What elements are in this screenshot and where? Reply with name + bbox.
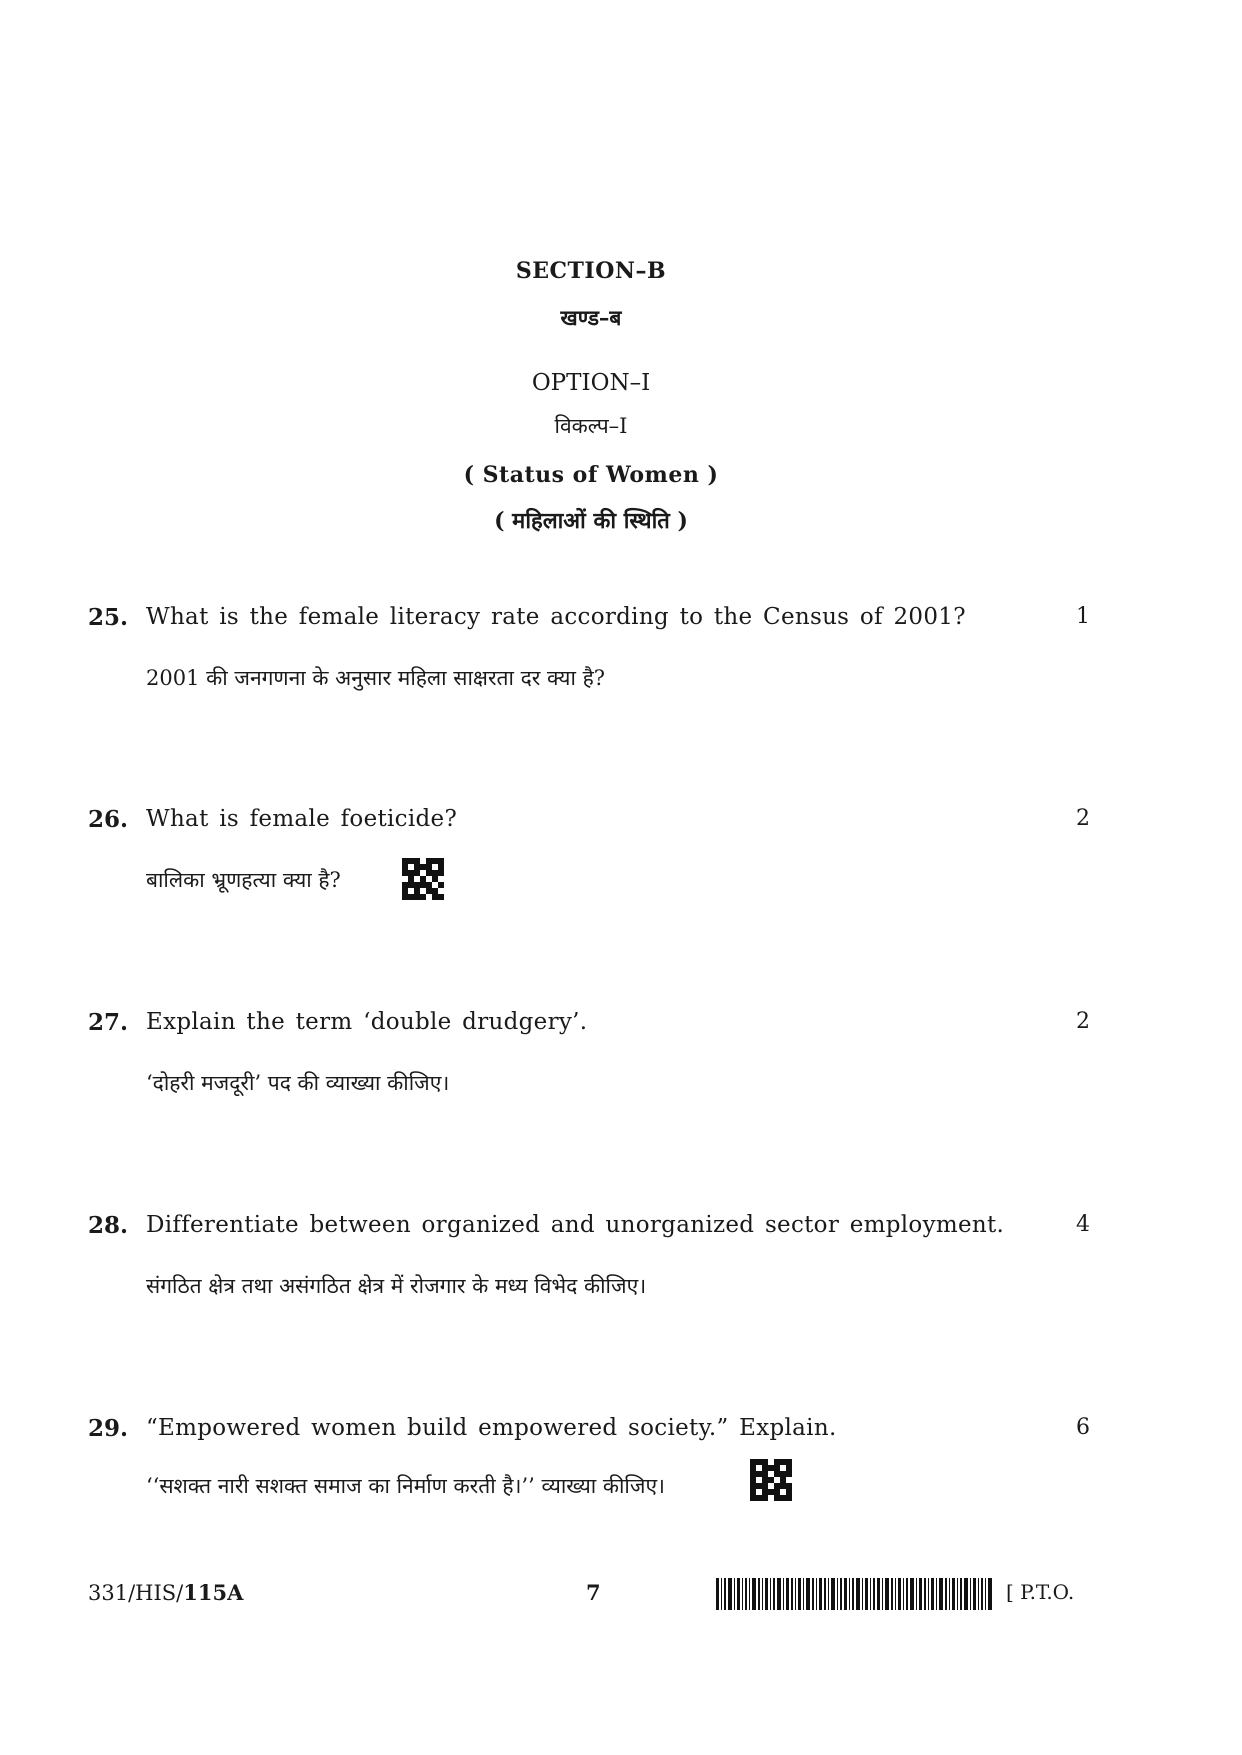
question-number: 29. [88,1415,129,1442]
question-number: 28. [88,1212,129,1239]
option-label-hindi: विकल्प–I [554,414,628,438]
option-label: OPTION–I [531,370,651,396]
question-number: 27. [88,1009,129,1036]
question-number: 25. [88,604,129,631]
question-text-hindi: 2001 की जनगणना के अनुसार महिला साक्षरता दर क्या है? [146,666,605,690]
question-marks: 1 [1076,604,1090,629]
question-text-hindi: ‘‘सशक्त नारी सशक्त समाज का निर्माण करती है।’’ व्याख्या कीजिए। [146,1474,666,1498]
paper-code-prefix: 331/HIS/ [88,1581,184,1605]
section-title: SECTION–B [515,258,667,284]
question-text-hindi: ‘दोहरी मजदूरी’ पद की व्याख्या कीजिए। [146,1071,450,1095]
question-marks: 2 [1076,806,1090,831]
question-text: What is the female literacy rate according to the Census of 2001? [146,604,966,630]
question-text: Differentiate between organized and unorganized sector employment. [146,1212,1005,1238]
topic-title: ( Status of Women ) [463,462,719,488]
section-title-hindi: खण्ड–ब [560,305,622,330]
page-number: 7 [586,1580,601,1605]
paper-code-suffix: 115A [183,1580,244,1605]
page-footer [0,1580,1242,1620]
question-text: What is female foeticide? [146,806,458,832]
question-text: “Empowered women build empowered society.” Explain. [146,1415,837,1441]
please-turn-over: [ P.T.O. [1006,1580,1075,1604]
question-number: 26. [88,806,129,833]
question-text-hindi: बालिका भ्रूणहत्या क्या है? [146,868,341,892]
question-marks: 2 [1076,1009,1090,1034]
question-text-hindi: संगठित क्षेत्र तथा असंगठित क्षेत्र में रोजगार के मध्य विभेद कीजिए। [146,1274,647,1298]
question-marks: 4 [1076,1212,1090,1237]
question-text: Explain the term ‘double drudgery’. [146,1009,588,1035]
paper-code [88,1580,243,1605]
barcode-icon [716,1578,992,1610]
question-marks: 6 [1076,1415,1090,1440]
topic-title-hindi: ( महिलाओं की स्थिति ) [494,508,688,534]
qr-code-icon [402,858,444,900]
qr-code-icon [750,1459,792,1501]
